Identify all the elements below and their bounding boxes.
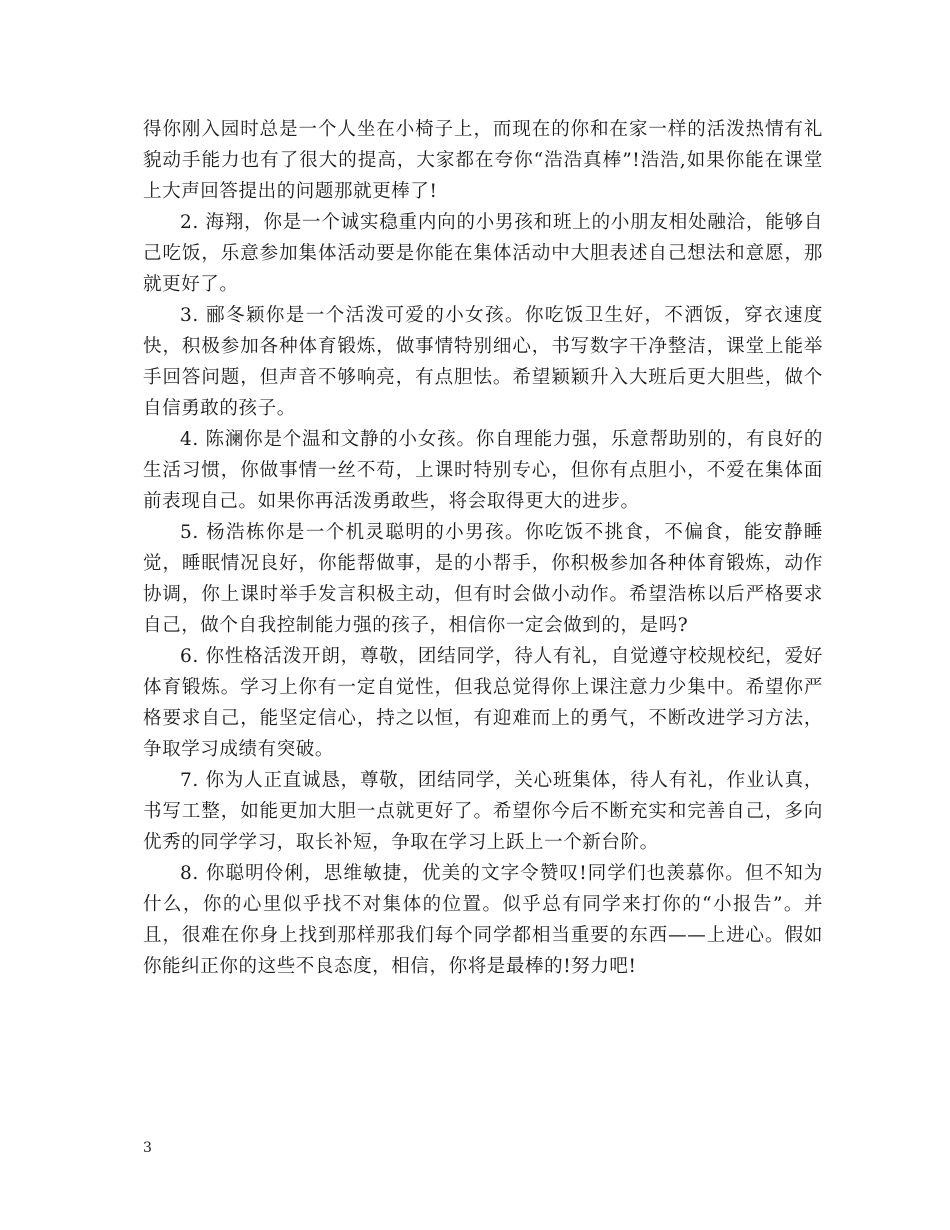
page-number: 3 xyxy=(143,1140,152,1156)
paragraph-4: 4. 陈澜你是个温和文静的小女孩。你自理能力强，乐意帮助别的，有良好的生活习惯，你做事情一丝不苟，上课时特别专心，但你有点胆小，不爱在集体面前表现自己。如果你再活泼勇敢些，将会取得更大的进步。 xyxy=(143,429,823,512)
paragraph-1: 得你刚入园时总是一个人坐在小椅子上，而现在的你和在家一样的活泼热情有礼貌动手能力也有了很大的提高，大家都在夸你“浩浩真棒”!浩浩,如果你能在课堂上大声回答提出的问题那就更棒了! xyxy=(143,119,823,202)
paragraph-5: 5. 杨浩栋你是一个机灵聪明的小男孩。你吃饭不挑食，不偏食，能安静睡觉，睡眠情况良好，你能帮做事，是的小帮手，你积极参加各种体育锻炼，动作协调，你上课时举手发言积极主动，但有时会做小动作。希望浩栋以后严格要求自己，做个自我控制能力强的孩子，相信你一定会做到的，是吗? xyxy=(143,522,823,636)
paragraph-6: 6. 你性格活泼开朗，尊敬，团结同学，待人有礼，自觉遵守校规校纪，爱好体育锻炼。学习上你有一定自觉性，但我总觉得你上课注意力少集中。希望你严格要求自己，能坚定信心，持之以恒，有迎难而上的勇气，不断改进学习方法，争取学习成绩有突破。 xyxy=(143,646,823,760)
paragraph-7: 7. 你为人正直诚恳，尊敬，团结同学，关心班集体，待人有礼，作业认真，书写工整，如能更加大胆一点就更好了。希望你今后不断充实和完善自己，多向优秀的同学学习，取长补短，争取在学习上跃上一个新台阶。 xyxy=(143,770,823,853)
paragraph-3: 3. 郦冬颖你是一个活泼可爱的小女孩。你吃饭卫生好，不洒饭，穿衣速度快，积极参加各种体育锻炼，做事情特别细心，书写数字干净整洁，课堂上能举手回答问题，但声音不够响亮，有点胆怯。希望颖颖升入大班后更大胆些，做个自信勇敢的孩子。 xyxy=(143,305,823,419)
paragraph-2: 2. 海翔，你是一个诚实稳重内向的小男孩和班上的小朋友相处融洽，能够自己吃饭，乐意参加集体活动要是你能在集体活动中大胆表述自己想法和意愿，那就更好了。 xyxy=(143,212,823,295)
paragraph-8: 8. 你聪明伶俐，思维敏捷，优美的文字令赞叹!同学们也羡慕你。但不知为什么，你的心里似乎找不对集体的位置。似乎总有同学来打你的“小报告”。并且，很难在你身上找到那样那我们每个同学都相当重要的东西——上进心。假如你能纠正你的这些不良态度，相信，你将是最棒的!努力吧! xyxy=(143,863,823,977)
document-body xyxy=(143,114,823,982)
